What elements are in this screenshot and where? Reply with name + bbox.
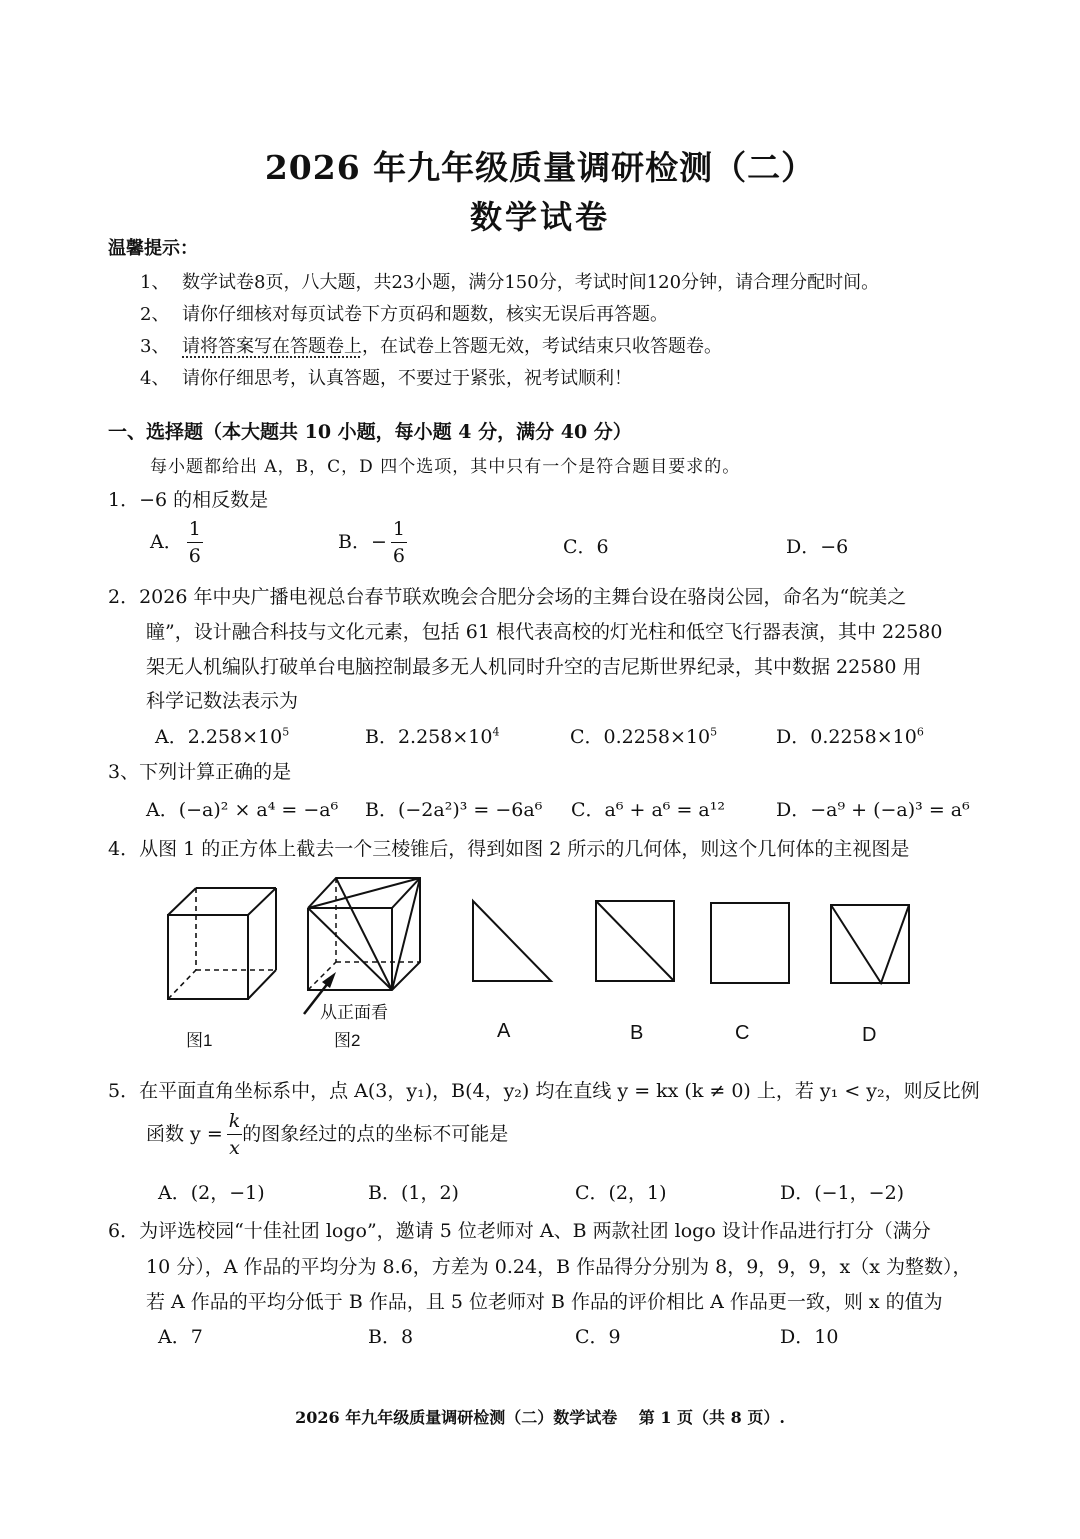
q2-option-b: B．$2.258\times 10^4$ — [365, 725, 500, 748]
tip-item — [140, 364, 632, 390]
exam-subtitle: 数学试卷 — [469, 198, 610, 236]
tip-item — [140, 332, 722, 358]
option-b-square-diagonal-view — [588, 893, 683, 988]
figure-2-label: 图2 — [334, 1031, 361, 1050]
q3-option-a: A．(−a)² × a⁴ = −a⁶ — [146, 799, 339, 821]
q2-option-c: C．$0.2258\times 10^5$ — [570, 725, 718, 748]
question-3-stem: 3、下列计算正确的是 — [108, 761, 292, 783]
q6-option-b: B．8 — [368, 1326, 414, 1348]
tip-number: 4、 — [140, 368, 170, 389]
q3-option-b: B．(−2a²)³ = −6a⁶ — [365, 799, 543, 821]
option-a-label: A — [497, 1020, 511, 1042]
question-6-line: 若 A 作品的平均分低于 B 作品，且 5 位老师对 B 作品的评价相比 A 作品更一致，则 x 的值为 — [146, 1291, 943, 1313]
fraction: $\frac{1}{6}$ — [392, 518, 405, 567]
q6-option-a: A．7 — [158, 1326, 203, 1348]
q1-option-d: D．−6 — [786, 536, 849, 558]
question-2-line: 架无人机编队打破单台电脑控制最多无人机同时升空的吉尼斯世界纪录，其中数据 22580 用 — [146, 656, 922, 678]
tip-text: ，在试卷上答题无效，考试结束只收答题卷。 — [362, 336, 722, 357]
q5-option-d: D．(−1，−2) — [780, 1182, 905, 1204]
tip-text: 请你仔细核对每页试卷下方页码和题数，核实无误后再答题。 — [182, 304, 668, 325]
q1-option-a: A． $\frac{1}{6}$ — [150, 518, 201, 567]
section-note: 每小题都给出 A，B，C，D 四个选项，其中只有一个是符合题目要求的。 — [150, 457, 741, 477]
q1-option-b: B．− $\frac{1}{6}$ — [338, 518, 405, 567]
tip-text: 请你仔细思考，认真答题，不要过于紧张，祝考试顺利！ — [182, 368, 632, 389]
question-1-stem: 1．−6 的相反数是 — [108, 489, 269, 511]
option-c-label: C — [735, 1022, 750, 1044]
question-4-stem: 4．从图 1 的正方体上截去一个三棱锥后，得到如图 2 所示的几何体，则这个几何体的主视图是 — [108, 838, 910, 860]
tip-number: 1、 — [140, 272, 170, 293]
question-6-line: 10 分），A 作品的平均分为 8.6，方差为 0.24，B 作品得分分别为 8，9，9，9，x（x 为整数）， — [146, 1256, 972, 1278]
tip-text: 数学试卷8页，八大题，共23小题，满分150分，考试时间120分钟，请合理分配时间。 — [182, 272, 880, 293]
q2-option-d: D．$0.2258\times 10^6$ — [776, 725, 924, 748]
fraction: $\frac{k}{x}$ — [228, 1110, 241, 1159]
q3-option-d: D．−a⁹ + (−a)³ = a⁶ — [776, 799, 970, 821]
figure-1-cube-diagram — [160, 880, 290, 1010]
q5-option-a: A．(2，−1) — [158, 1182, 265, 1204]
tip-emphasis-text: 请将答案写在答题卷上 — [182, 336, 362, 357]
option-b-label: B — [630, 1022, 644, 1044]
exam-title: 2026 年九年级质量调研检测（二） — [264, 148, 816, 187]
option-d-square-v-view — [823, 895, 918, 990]
tip-number: 3、 — [140, 336, 170, 357]
tip-number: 2、 — [140, 304, 170, 325]
section-title: 一、选择题（本大题共 10 小题，每小题 4 分，满分 40 分） — [108, 421, 632, 443]
question-2-line: 2．2026 年中央广播电视总台春节联欢晚会合肥分会场的主舞台设在骆岗公园，命名为“皖美之 — [108, 586, 907, 608]
option-a-triangle-view — [465, 893, 560, 988]
q2-option-a: A．$2.258\times 10^5$ — [155, 725, 290, 748]
q1-option-c: C．6 — [563, 536, 609, 558]
question-6-line: 6．为评选校园“十佳社团 logo”，邀请 5 位老师对 A、B 两款社团 logo 设计作品进行打分（满分 — [108, 1220, 931, 1242]
tip-item — [140, 268, 879, 294]
view-direction-label: 从正面看 — [320, 1003, 388, 1022]
fraction: $\frac{1}{6}$ — [188, 518, 201, 567]
question-5-line: 函数 y = $\frac{k}{x}$ 的图象经过的点的坐标不可能是 — [146, 1110, 509, 1159]
question-2-line: 科学记数法表示为 — [146, 690, 299, 712]
option-c-square-view — [703, 895, 798, 990]
tip-item — [140, 300, 668, 326]
tips-heading: 温馨提示： — [108, 238, 198, 259]
q5-option-c: C．(2，1) — [575, 1182, 667, 1204]
q5-option-b: B．(1，2) — [368, 1182, 459, 1204]
question-5-line: 5．在平面直角坐标系中，点 A(3，y₁)，B(4，y₂) 均在直线 y = kx (k ≠ 0) 上，若 y₁ < y₂，则反比例 — [108, 1080, 980, 1102]
q3-option-c: C．a⁶ + a⁶ = a¹² — [571, 799, 725, 821]
option-d-label: D — [862, 1024, 877, 1046]
page-footer: 2026 年九年级质量调研检测（二）数学试卷 第 1 页（共 8 页）. — [295, 1408, 785, 1427]
figure-1-label: 图1 — [186, 1031, 213, 1050]
q6-option-c: C．9 — [575, 1326, 621, 1348]
q6-option-d: D．10 — [780, 1326, 839, 1348]
question-2-line: 瞳”，设计融合科技与文化元素，包括 61 根代表高校的灯光柱和低空飞行器表演，其中 22580 — [146, 621, 943, 643]
